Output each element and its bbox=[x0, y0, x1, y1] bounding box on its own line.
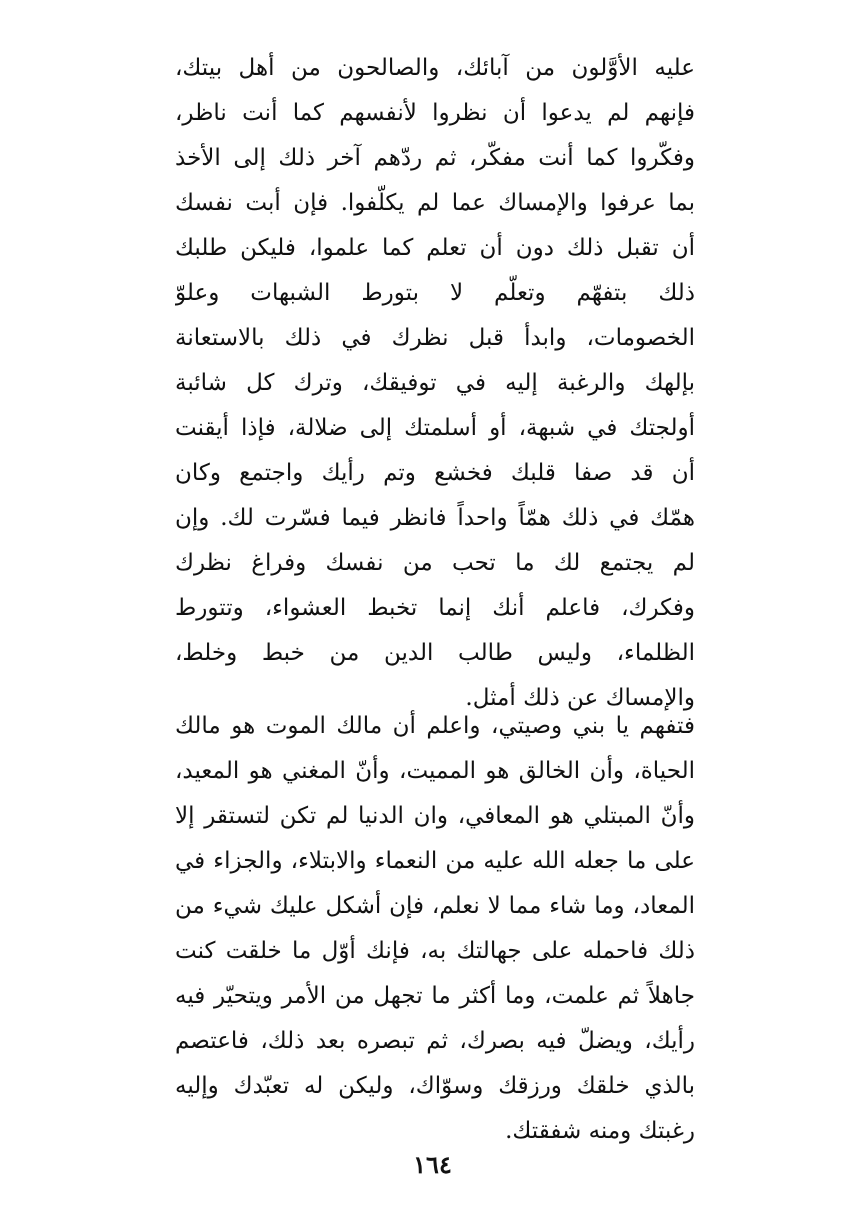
paragraph-2 bbox=[175, 704, 695, 1154]
text-line: جاهلاً ثم علمت، وما أكثر ما تجهل من الأمر ويتحيّر فيه bbox=[175, 983, 695, 1009]
text-line: على ما جعله الله عليه من النعماء والابتلاء، والجزاء في bbox=[175, 848, 695, 874]
text-line: والإمساك عن ذلك أمثل. bbox=[465, 685, 695, 711]
text-line: بإلهك والرغبة إليه في توفيقك، وترك كل شائبة bbox=[175, 370, 695, 396]
text-line: رغبتك ومنه شفقتك. bbox=[505, 1118, 695, 1144]
text-line: فتفهم يا بني وصيتي، واعلم أن مالك الموت هو مالك bbox=[175, 713, 695, 739]
text-line: أولجتك في شبهة، أو أسلمتك إلى ضلالة، فإذا أيقنت bbox=[175, 415, 695, 441]
text-line: الخصومات، وابدأ قبل نظرك في ذلك بالاستعانة bbox=[175, 325, 695, 351]
text-line: ذلك بتفهّم وتعلّم لا بتورط الشبهات وعلوّ bbox=[175, 280, 695, 306]
paragraph-1 bbox=[175, 46, 695, 721]
text-line: عليه الأوَّلون من آبائك، والصالحون من أهل بيتك، bbox=[175, 55, 695, 81]
text-line: الظلماء، وليس طالب الدين من خبط وخلط، bbox=[175, 640, 695, 666]
text-line: فإنهم لم يدعوا أن نظروا لأنفسهم كما أنت ناظر، bbox=[175, 100, 695, 126]
text-line: وفكرك، فاعلم أنك إنما تخبط العشواء، وتتورط bbox=[175, 595, 695, 621]
text-line: المعاد، وما شاء مما لا نعلم، فإن أشكل عليك شيء من bbox=[175, 893, 695, 919]
page-number: ١٦٤ bbox=[413, 1150, 452, 1179]
text-line: لم يجتمع لك ما تحب من نفسك وفراغ نظرك bbox=[175, 550, 695, 576]
text-line: أن تقبل ذلك دون أن تعلم كما علموا، فليكن طلبك bbox=[175, 235, 695, 261]
text-line: رأيك، ويضلّ فيه بصرك، ثم تبصره بعد ذلك، فاعتصم bbox=[175, 1028, 695, 1054]
text-line: همّك في ذلك همّاً واحداً فانظر فيما فسّرت لك. وإن bbox=[175, 505, 695, 531]
text-line: بالذي خلقك ورزقك وسوّاك، وليكن له تعبّدك وإليه bbox=[175, 1073, 695, 1099]
text-line: بما عرفوا والإمساك عما لم يكلّفوا. فإن أبت نفسك bbox=[175, 190, 695, 216]
text-line: الحياة، وأن الخالق هو المميت، وأنّ المغني هو المعيد، bbox=[175, 758, 695, 784]
text-line: ذلك فاحمله على جهالتك به، فإنك أوّل ما خلقت كنت bbox=[175, 938, 695, 964]
text-line: وفكّروا كما أنت مفكّر، ثم ردّهم آخر ذلك إلى الأخذ bbox=[175, 145, 695, 171]
text-line: أن قد صفا قلبك فخشع وتم رأيك واجتمع وكان bbox=[175, 460, 695, 486]
text-line: وأنّ المبتلي هو المعافي، وان الدنيا لم تكن لتستقر إلا bbox=[175, 803, 695, 829]
